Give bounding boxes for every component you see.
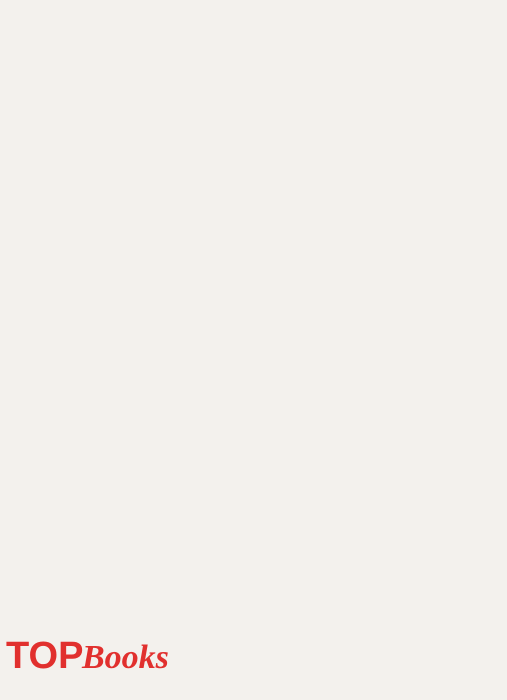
svg-text:Books: Books bbox=[82, 639, 169, 676]
svg-text:TOP: TOP bbox=[6, 635, 84, 677]
topbooks-logo bbox=[2, 628, 177, 678]
